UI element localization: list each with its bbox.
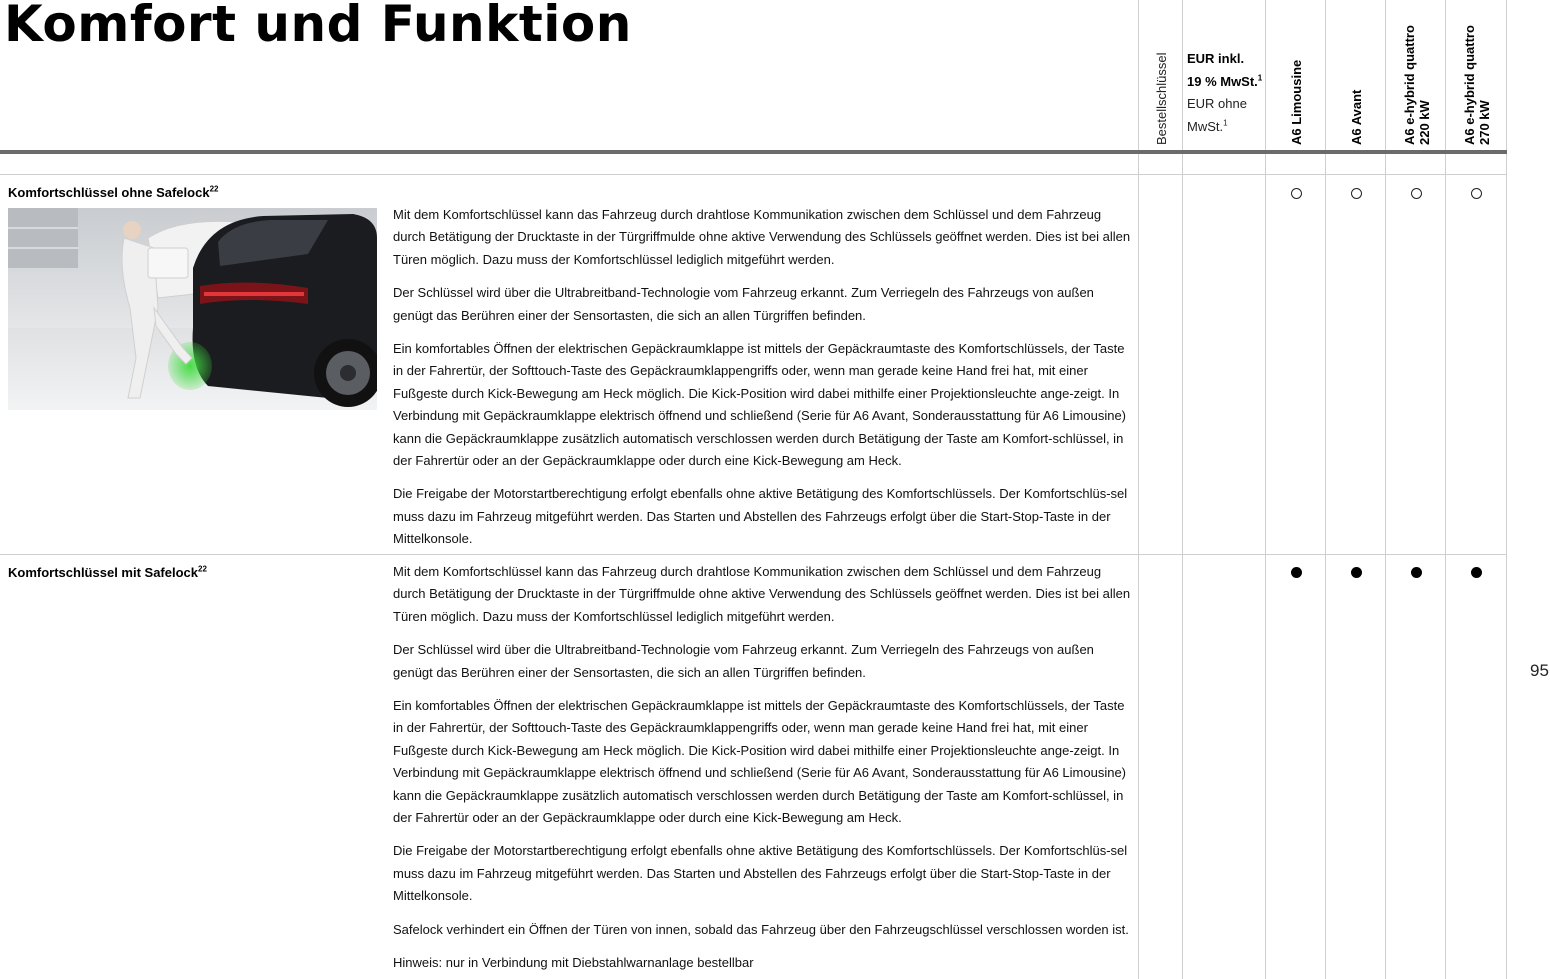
row-separator xyxy=(0,554,1507,555)
price-incl-line1: EUR inkl. xyxy=(1187,51,1245,66)
column-divider xyxy=(1325,0,1326,979)
availability-standard-icon xyxy=(1351,567,1362,578)
column-divider xyxy=(1506,0,1507,979)
comfort-key-photo xyxy=(8,208,377,410)
price-excl-line2: MwSt.$^1$ xyxy=(1187,118,1228,134)
availability-optional-icon xyxy=(1291,188,1302,199)
row-description-with-safelock: Mit dem Komfortschlüssel kann das Fahrzeug durch drahtlose Kommunikation zwischen dem Schlüssel und dem Fahrzeug durch Betätigung der Drucktaste in der Türgriffmulde ohne aktive Verwendung des Schlüssels geöffnet werden. Dies ist bei allen Türen möglich. Dazu muss der Komfortschlüssel lediglich mitgeführt werden. Der Schlüssel wird über die Ultrabreitband-Technologie vom Fahrzeug erkannt. Zum Verriegeln des Fahrzeugs von außen genügt das Berühren einer der Sensortasten, die sich an allen Türgriffen befinden. Ein komfortables Öffnen der elektrischen Gepäckraumklappe ist mittels der Gepäckraumtaste des Komfortschlüssels, der Taste in der Fahrertür, der Softtouch-Taste des Gepäckraumklappengriffs oder, wenn man gerade keine Hand frei hat, mit einer Fußgeste durch Kick-Bewegung am Heck möglich. Die Kick-Position wird dabei mithilfe einer Projektionsleuchte ange-zeigt. In Verbindung mit Gepäckraumklappe elektrisch öffnend und schließend (Serie für A6 Avant, Sonderausstattung für A6 Limousine) kann die Gepäckraumklappe zusätzlich automatisch verschlossen werden durch Betätigung der Taste am Komfort-schlüssel, in der Fahrertür oder an der Gepäckraumklappe oder durch eine Kick-Bewegung am Heck. Die Freigabe der Motorstartberechtigung erfolgt ebenfalls ohne aktive Betätigung des Komfortschlüssels. Der Komfortschlüs-sel muss dazu im Fahrzeug mitgeführt werden. Das Starten und Abstellen des Fahrzeugs erfolgt über die Start-Stop-Taste in der Mittelkonsole. Safelock verhindert ein Öffnen der Türen von innen, sobald das Fahrzeug über den Fahrzeugschlüssel verschlossen worden ist. Hinweis: nur in Verbindung mit Diebstahlwarnanlage bestellbar xyxy=(393,564,1131,971)
column-divider xyxy=(1182,0,1183,979)
price-header xyxy=(1187,48,1267,138)
availability-optional-icon xyxy=(1471,188,1482,199)
column-divider xyxy=(1385,0,1386,979)
row-description-without-safelock: Mit dem Komfortschlüssel kann das Fahrzeug durch drahtlose Kommunikation zwischen dem Schlüssel und dem Fahrzeug durch Betätigung der Drucktaste in der Türgriffmulde ohne aktive Verwendung des Schlüssels geöffnet werden. Dies ist bei allen Türen möglich. Dazu muss der Komfortschlüssel lediglich mitgeführt werden. Der Schlüssel wird über die Ultrabreitband-Technologie vom Fahrzeug erkannt. Zum Verriegeln des Fahrzeugs von außen genügt das Berühren einer der Sensortasten, die sich an allen Türgriffen befinden. Ein komfortables Öffnen der elektrischen Gepäckraumklappe ist mittels der Gepäckraumtaste des Komfortschlüssels, der Taste in der Fahrertür, der Softtouch-Taste des Gepäckraumklappengriffs oder, wenn man gerade keine Hand frei hat, mit einer Fußgeste durch Kick-Bewegung am Heck möglich. Die Kick-Position wird dabei mithilfe einer Projektionsleuchte ange-zeigt. In Verbindung mit Gepäckraumklappe elektrisch öffnend und schließend (Serie für A6 Avant, Sonderausstattung für A6 Limousine) kann die Gepäckraumklappe zusätzlich automatisch verschlossen werden durch Betätigung der Taste am Komfort-schlüssel, in der Fahrertür oder an der Gepäckraumklappe oder durch eine Kick-Bewegung am Heck. Die Freigabe der Motorstartberechtigung erfolgt ebenfalls ohne aktive Betätigung des Komfortschlüssels. Der Komfortschlüs-sel muss dazu im Fahrzeug mitgeführt werden. Das Starten und Abstellen des Fahrzeugs erfolgt über die Start-Stop-Taste in der Mittelkonsole. xyxy=(393,207,1131,547)
model-header-a6-limousine: A6 Limousine xyxy=(1289,59,1304,145)
column-divider xyxy=(1138,0,1139,979)
page-number: 95 xyxy=(1530,661,1549,680)
model-header-ehybrid-220: A6 e-hybrid quattro 220 kW xyxy=(1402,25,1432,145)
availability-optional-icon xyxy=(1411,188,1422,199)
availability-standard-icon xyxy=(1471,567,1482,578)
row-title-without-safelock: Komfortschlüssel ohne Safelock$^{22}$ xyxy=(8,184,219,200)
row-title-with-safelock: Komfortschlüssel mit Safelock$^{22}$ xyxy=(8,564,207,580)
order-key-header: Bestellschlüssel xyxy=(1154,52,1169,145)
column-divider xyxy=(1265,0,1266,979)
header-rule xyxy=(0,150,1507,154)
column-divider xyxy=(1445,0,1446,979)
price-excl-line1: EUR ohne xyxy=(1187,96,1247,111)
availability-standard-icon xyxy=(1411,567,1422,578)
header-rule-thin xyxy=(0,174,1507,175)
availability-standard-icon xyxy=(1291,567,1302,578)
availability-optional-icon xyxy=(1351,188,1362,199)
model-header-ehybrid-270: A6 e-hybrid quattro 270 kW xyxy=(1462,25,1492,145)
page-title: Komfort und Funktion xyxy=(4,0,632,53)
price-incl-line2: 19 % MwSt.$^1$ xyxy=(1187,73,1263,89)
model-header-a6-avant: A6 Avant xyxy=(1349,89,1364,145)
